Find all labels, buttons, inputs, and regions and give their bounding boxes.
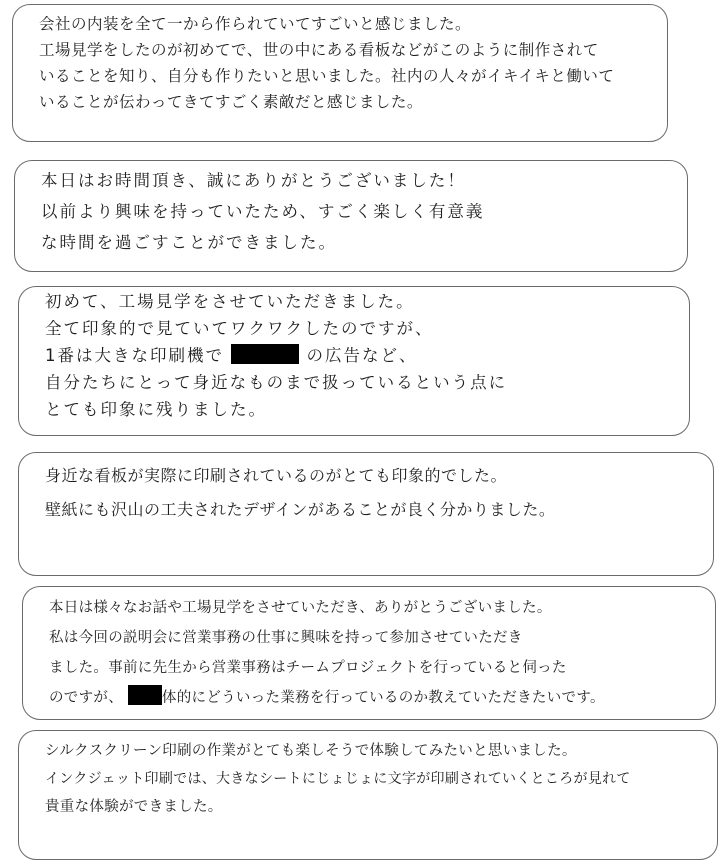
comment-card-5 [22,586,716,720]
comment-card-6 [18,730,718,860]
comment-line: いることが伝わってきてすごく素敵だと感じました。 [39,93,423,111]
comment-line: シルクスクリーン印刷の作業がとても楽しそうで体験してみたいと思いました。 [45,743,577,759]
comment-line: 自分たちにとって身近なものまで扱っているという点に [45,373,508,392]
comment-line [49,683,701,713]
comment-line [49,653,701,683]
comment-text: の広告など、 [306,346,418,365]
comment-line: インクジェット印刷では、大きなシートにじょじょに文字が印刷されていくところが見れて [45,771,631,787]
comment-line: 貴重な体験ができました。 [45,799,223,815]
comment-line: 壁紙にも沢山の工夫されたデザインがあることが良く分かりました。 [45,500,556,519]
redaction-bar [128,685,162,705]
comment-card-1 [12,4,668,142]
comment-line: 全て印象的で見ていてワクワクしたのですが、 [45,319,434,338]
comment-card-2 [14,160,688,272]
comment-line: 身近な看板が実際に印刷されているのがとても印象的でした。 [45,466,508,485]
comment-text: 1番は大きな印刷機で [45,346,224,365]
comment-line: 会社の内装を全て一から作られていてすごいと感じました。 [39,15,472,33]
comment-text: のですが、 [49,690,123,706]
comment-line: 初めて、工場見学をさせていただきました。 [45,292,415,311]
comment-text: 先生から営業事務はチームプロジェクトを行っていると伺った [152,660,567,676]
comment-line: 以前より興味を持っていたため、すごく楽しく有意義 [41,202,485,221]
comment-text: 体的にどういった業務を行っているのか教えていただきたいです。 [161,690,605,706]
comment-line: 本日は様々なお話や工場見学をさせていただき、ありがとうございました。 [49,600,552,616]
comment-text: ました。事前に [49,660,153,676]
comment-card-4 [18,452,714,576]
comment-line: とても印象に残りました。 [45,400,267,419]
comment-line: 本日はお時間頂き、誠にありがとうございました！ [41,171,466,190]
redaction-bar [231,344,299,364]
comment-line [45,342,675,369]
comment-line: 私は今回の説明会に営業事務の仕事に興味を持って参加させていただき [49,630,523,646]
comment-line: 工場見学をしたのが初めてで、世の中にある看板などがこのように制作されて [39,41,599,59]
comment-line: な時間を過ごすことができました。 [41,233,337,252]
comment-line: いることを知り、自分も作りたいと思いました。社内の人々がイキイキと働いて [39,67,615,85]
comment-card-3 [18,286,690,436]
